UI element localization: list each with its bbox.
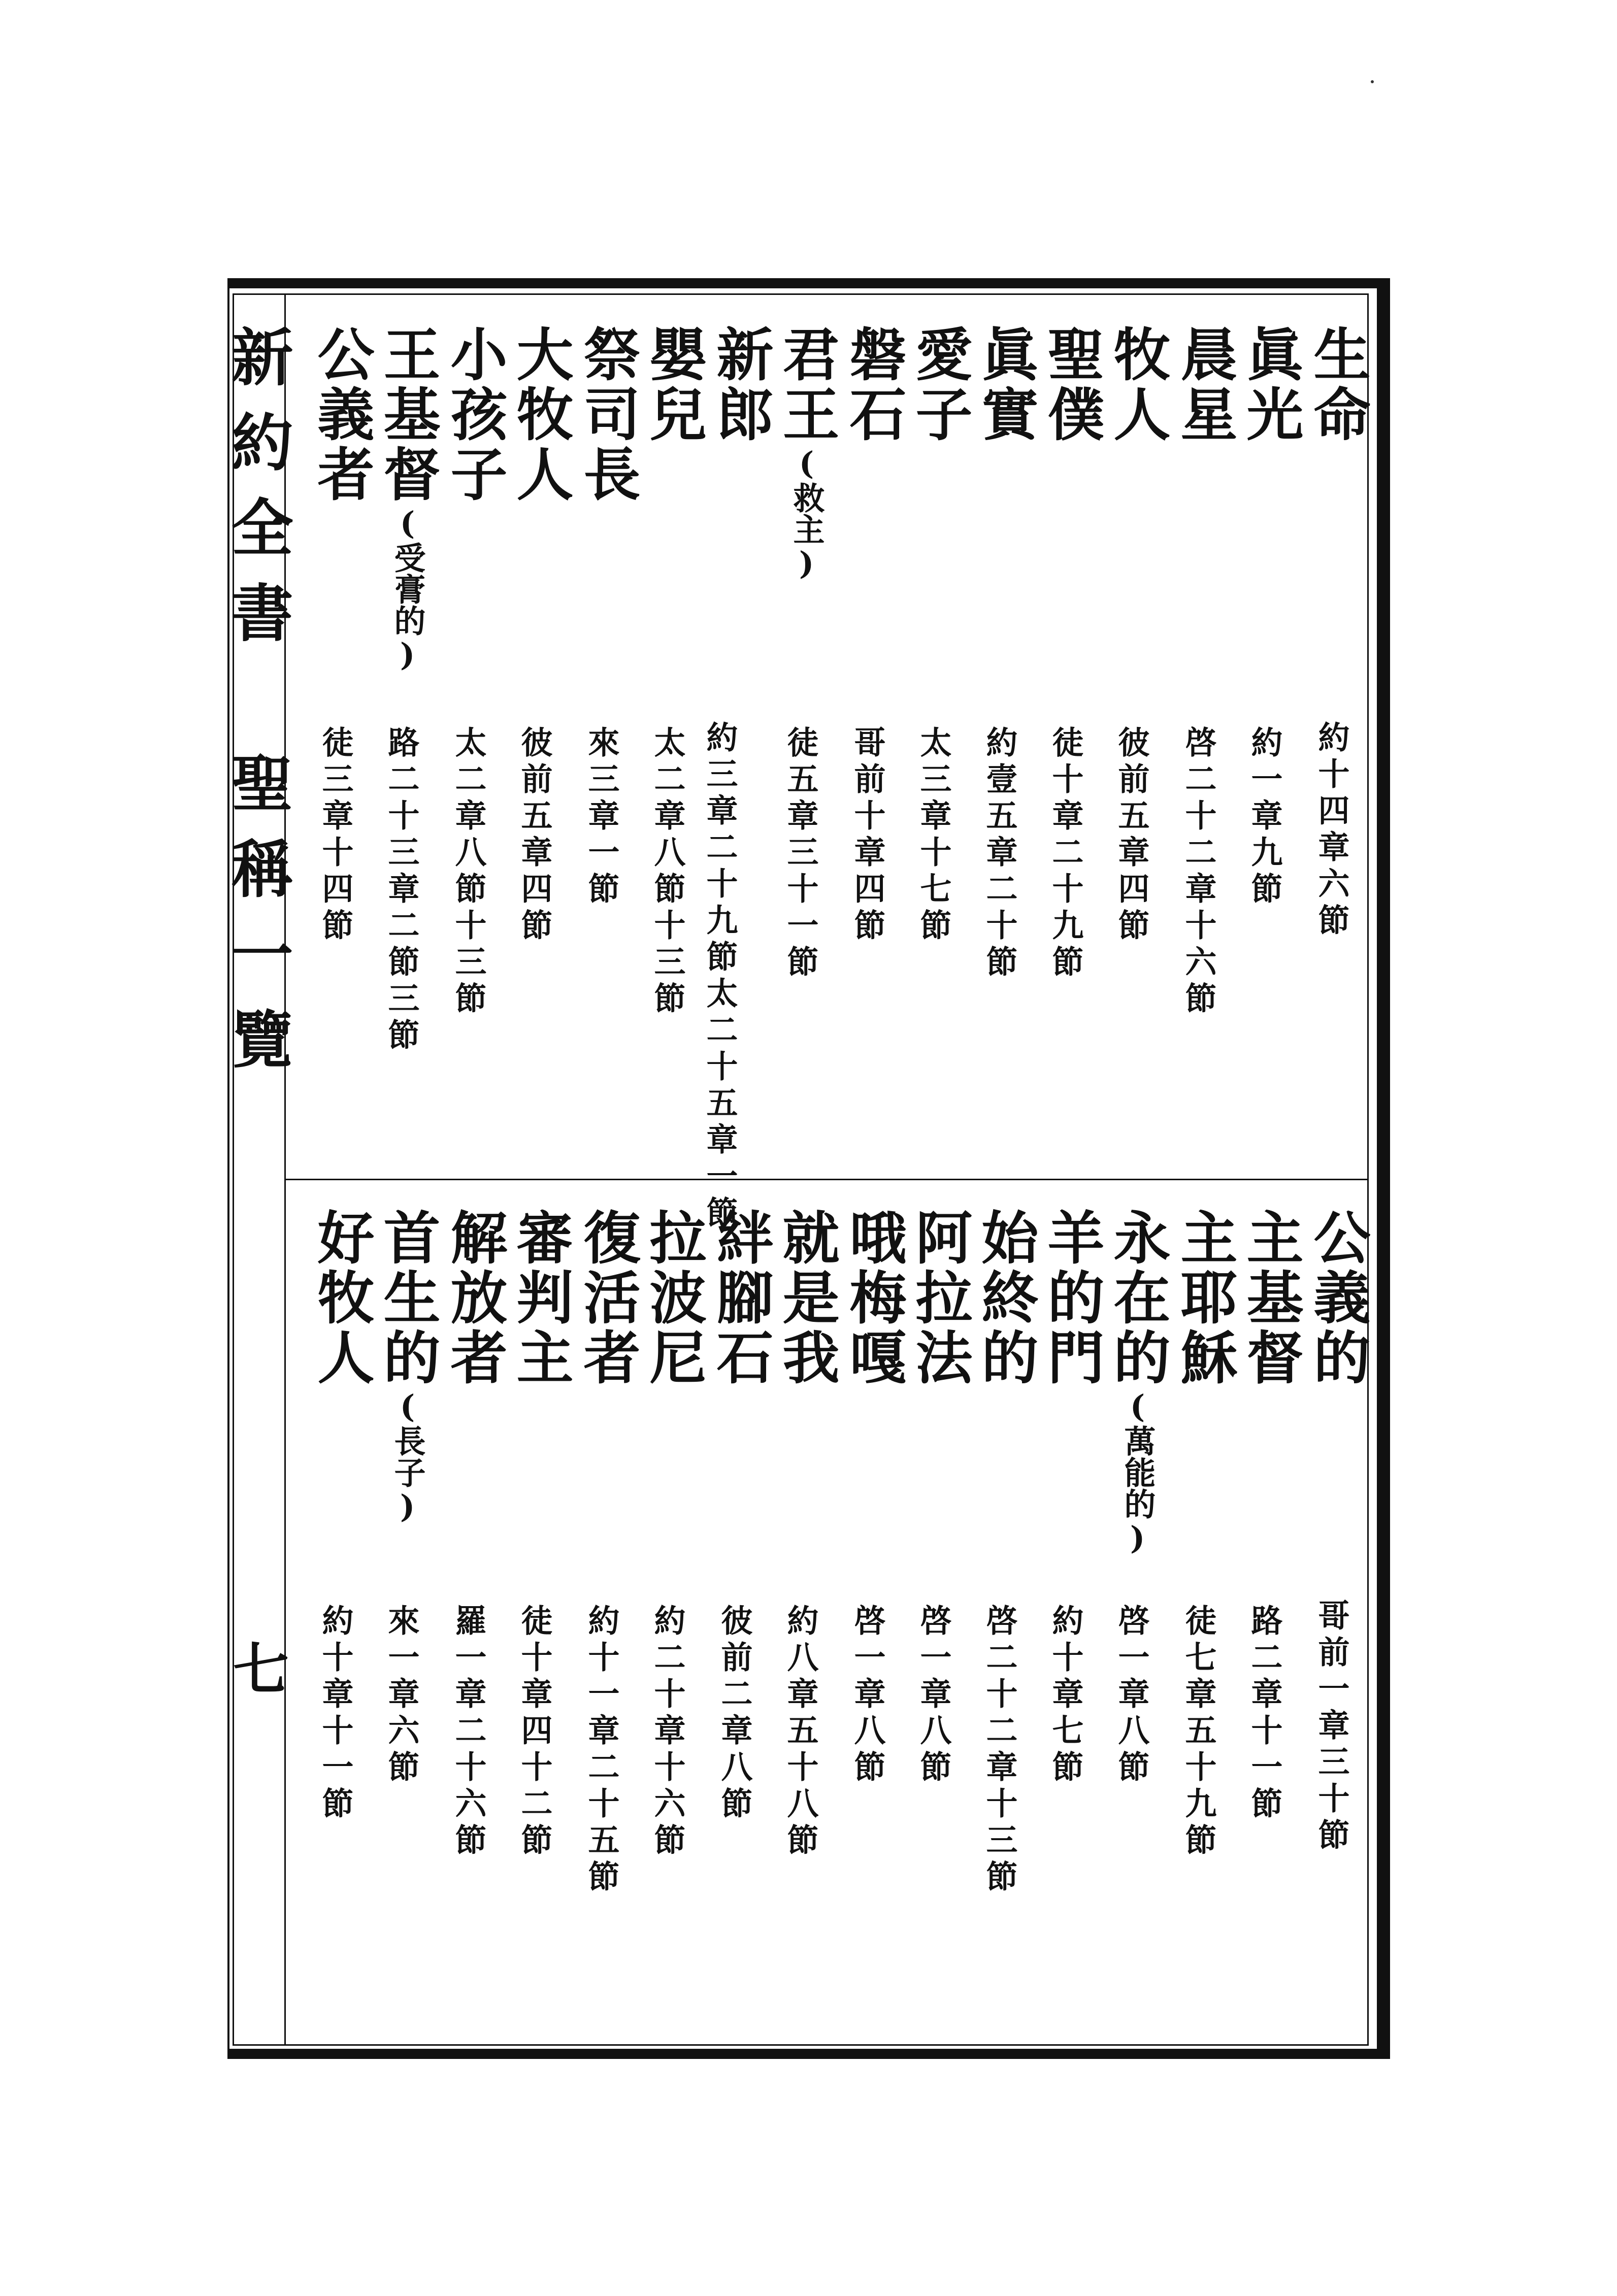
speck-mark (1371, 80, 1374, 83)
reference: 來一章六節 (383, 1604, 420, 1787)
reference: 哥前十章四節 (849, 726, 886, 945)
reference: 路二章十一節 (1246, 1604, 1283, 1823)
reference-pair (701, 721, 738, 1233)
term-entry: 公義的 (1304, 1208, 1371, 1388)
running-title: 新約全書 聖稱一覽 (221, 325, 294, 1092)
term-entry: 小孩子 (441, 325, 508, 505)
reference: 約八章五十八節 (782, 1604, 819, 1860)
term-entry: 新郎 (707, 325, 774, 445)
term-entry: 好牧人 (308, 1208, 375, 1388)
term-entry: 拉波尼 (640, 1208, 707, 1388)
term-entry: 磐石 (840, 325, 907, 445)
reference: 哥前一章三十節 (1313, 1599, 1350, 1855)
term-entry: 審判主 (507, 1208, 574, 1388)
reference: 太二章八節十三節 (649, 726, 686, 1018)
term-entry: 解放者 (441, 1208, 508, 1388)
reference: 約二十章十六節 (649, 1604, 686, 1860)
reference: 徒五章三十一節 (782, 726, 819, 982)
reference: 太二十五章一節 (701, 977, 738, 1233)
reference: 徒十章二十九節 (1047, 726, 1084, 982)
term-entry: 絆腳石 (707, 1208, 774, 1388)
term-entry: 聖僕 (1038, 325, 1105, 445)
reference: 路二十三章二節三節 (383, 726, 420, 1055)
term-entry: 復活者 (574, 1208, 641, 1388)
reference: 約十章十一節 (317, 1604, 354, 1823)
term-entry: 愛子 (906, 325, 973, 445)
term-entry: 羊的門 (1038, 1208, 1105, 1388)
term-entry: 就是我 (773, 1208, 840, 1388)
reference: 彼前二章八節 (716, 1604, 753, 1823)
term-entry: 公義者 (308, 325, 375, 505)
term-entry: 生命 (1304, 325, 1371, 445)
reference: 啓一章八節 (849, 1604, 886, 1787)
reference: 徒三章十四節 (317, 726, 354, 945)
page-number: 七 (224, 1640, 289, 1695)
term-entry: 主耶穌 (1171, 1208, 1238, 1388)
reference: 啓一章八節 (915, 1604, 952, 1787)
reference: 啓二十二章十六節 (1180, 726, 1217, 1018)
term-entry: 晨星 (1171, 325, 1238, 445)
reference: 約一章九節 (1246, 726, 1283, 909)
term-entry: 祭司長 (574, 325, 641, 505)
reference: 徒十章四十二節 (516, 1604, 553, 1860)
term-entry: 始終的 (972, 1208, 1039, 1388)
term-entry: 君王(救主) (773, 325, 840, 582)
term-entry: 大牧人 (507, 325, 574, 505)
reference: 啓二十二章十三節 (981, 1604, 1018, 1896)
reference: 太二章八節十三節 (450, 726, 487, 1018)
reference: 彼前五章四節 (1113, 726, 1150, 945)
reference: 約壹五章二十節 (981, 726, 1018, 982)
term-entry: 永在的(萬能的) (1104, 1208, 1171, 1556)
term-entry: 嬰兒 (640, 325, 707, 445)
section-divider (284, 1179, 1369, 1180)
term-entry: 王基督(受膏的) (374, 325, 441, 673)
reference: 彼前五章四節 (516, 726, 553, 945)
term-entry: 眞光 (1237, 325, 1304, 445)
term-entry: 主基督 (1237, 1208, 1304, 1388)
reference: 約十四章六節 (1313, 721, 1350, 940)
reference: 約十章七節 (1047, 1604, 1084, 1787)
reference: 約三章二十九節 (701, 721, 738, 977)
term-entry: 阿拉法 (906, 1208, 973, 1388)
term-entry: 眞實 (972, 325, 1039, 445)
term-entry: 牧人 (1104, 325, 1171, 445)
reference: 來三章一節 (583, 726, 620, 909)
reference: 羅一章二十六節 (450, 1604, 487, 1860)
reference: 徒七章五十九節 (1180, 1604, 1217, 1860)
reference: 約十一章二十五節 (583, 1604, 620, 1896)
reference: 啓一章八節 (1113, 1604, 1150, 1787)
term-entry: 哦梅嘎 (840, 1208, 907, 1388)
reference: 太三章十七節 (915, 726, 952, 945)
term-entry: 首生的(長子) (374, 1208, 441, 1525)
